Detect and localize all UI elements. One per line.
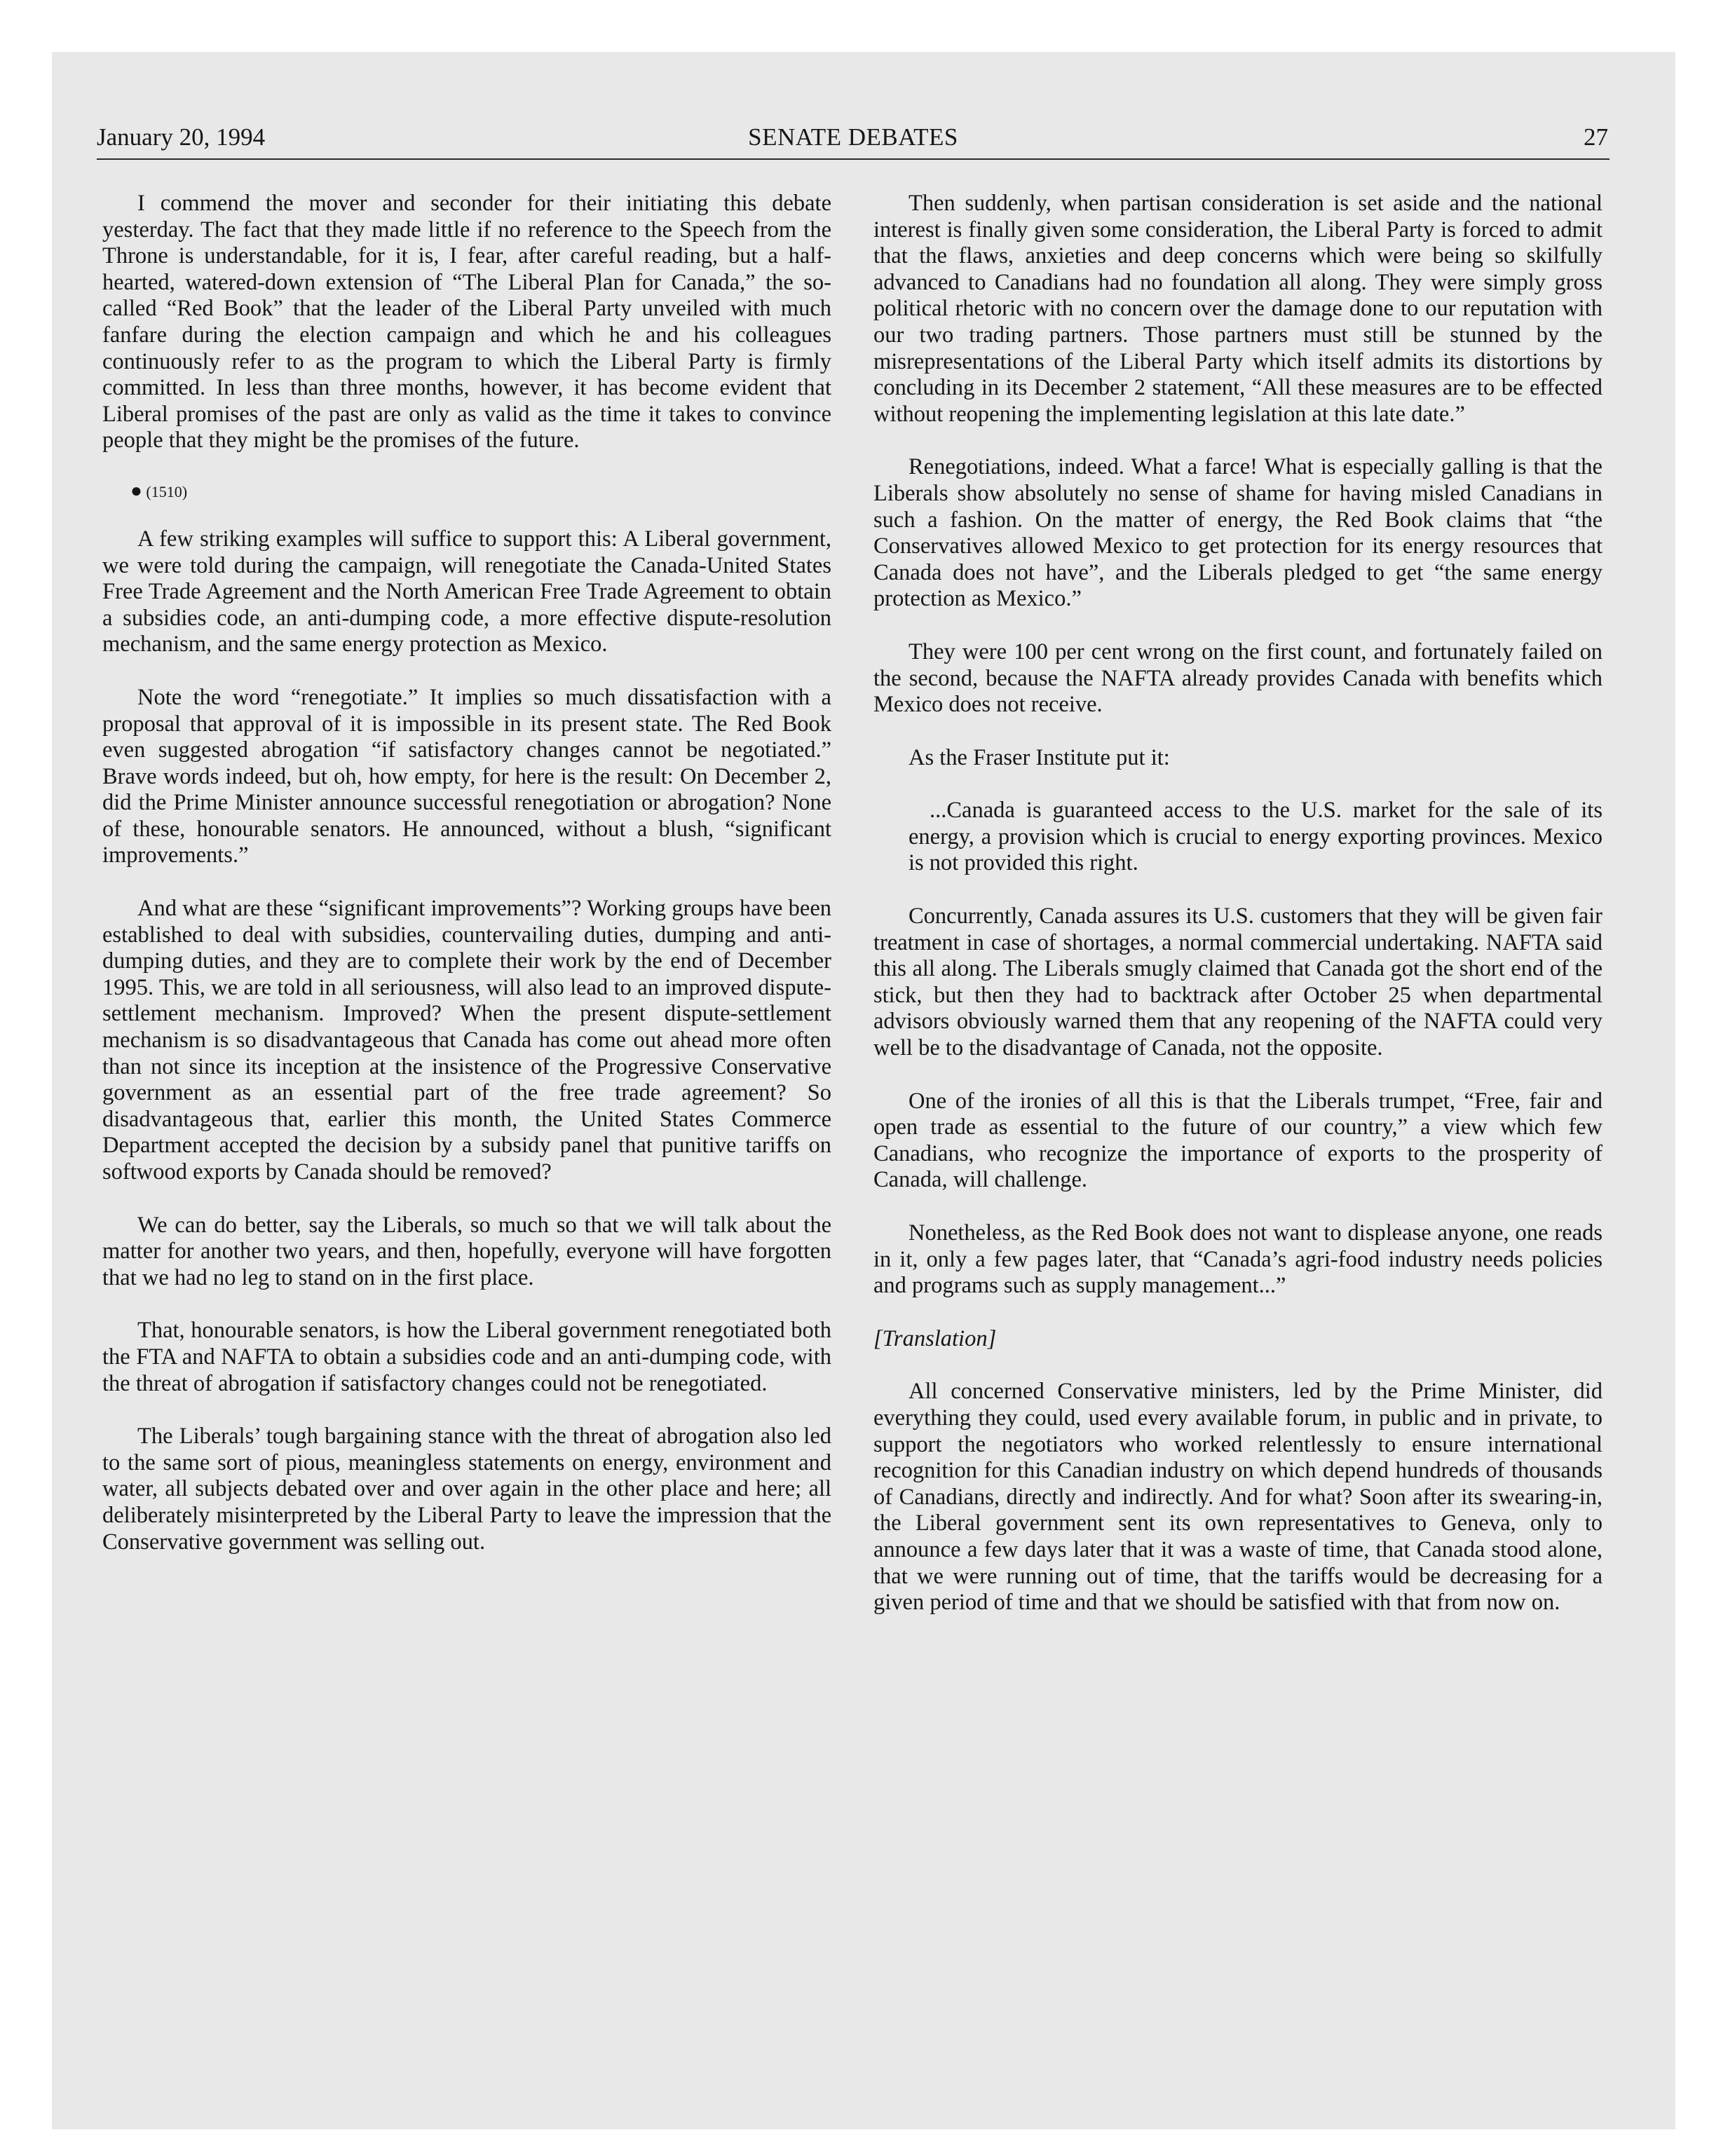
right-column <box>873 191 1603 1643</box>
page-number: 27 <box>1584 123 1608 151</box>
paragraph: I commend the mover and seconder for their initiating this debate yesterday. The fact that they made little if no reference to the Speech from the Throne is understandable, for it is, I fear, after careful reading, but a half-hearted, watered-down extension of “The Liberal Plan for Canada,” the so-called “Red Book” that the leader of the Liberal Party unveiled with much fanfare during the election campaign and which he and his colleagues continuously refer to as the program to which the Liberal Party is firmly committed. In less than three months, however, it has become evident that Liberal promises of the past are only as valid as the time it takes to convince people that they might be the promises of the future. <box>102 191 831 453</box>
translation-note: [Translation] <box>873 1325 997 1351</box>
page-header <box>97 119 1610 160</box>
paragraph: We can do better, say the Liberals, so much so that we will talk about the matter for another two years, and then, hopefully, everyone will have forgotten that we had no leg to stand on in the first place. <box>102 1212 831 1290</box>
paragraph: And what are these “significant improvements”? Working groups have been established to deal with subsidies, countervailing duties, dumping and anti-dumping duties, and they are to complete their work by the end of December 1995. This, we are told in all seriousness, will also lead to an improved dispute-settlement mechanism. Improved? When the present dispute-settlement mechanism is so disadvantageous that Canada has come out ahead more often than not since its inception at the insistence of the Progressive Conservative government as an essential part of the free trade agreement? So disadvantageous that, earlier this month, the United States Commerce Department accepted the decision by a subsidy panel that punitive tariffs on softwood exports by Canada should be removed? <box>102 896 831 1185</box>
paragraph: That, honourable senators, is how the Liberal government renegotiated both the FTA and NAFTA to obtain a subsidies code and an anti-dumping code, with the threat of abrogation if satisfactory changes could not be renegotiated. <box>102 1318 831 1396</box>
paragraph: The Liberals’ tough bargaining stance with the threat of abrogation also led to the same sort of pious, meaningless statements on energy, environment and water, all subjects debated over and over again in the other place and here; all deliberately misinterpreted by the Liberal Party to leave the impression that the Conservative government was selling out. <box>102 1424 831 1555</box>
left-column <box>102 191 831 1582</box>
paragraph: As the Fraser Institute put it: <box>909 744 1170 770</box>
paragraph: All concerned Conservative ministers, led by the Prime Minister, did everything they could, used every available forum, in public and in private, to support the negotiators who worked relentlessly to ensure international recognition for this Canadian industry on which depend hundreds of thousands of Canadians, directly and indirectly. And for what? Soon after its swearing-in, the Liberal government sent its own representatives to Geneva, only to announce a few days later that it was a waste of time, that Canada stood alone, that we were running out of time, that the tariffs would be decreasing for a given period of time and that we should be satisfied with that from now on. <box>873 1379 1603 1616</box>
bullet-icon: ● <box>130 479 142 502</box>
paragraph: Note the word “renegotiate.” It implies so much dissatisfaction with a proposal that approval of it is impossible in its present state. The Red Book even suggested abrogation “if satisfactory changes cannot be negotiated.” Brave words indeed, but oh, how empty, for here is the result: On December 2, did the Prime Minister announce successful renegotiation or abrogation? None of these, honourable senators. He announced, without a blush, “significant improvements.” <box>102 684 831 868</box>
block-quote: ...Canada is guaranteed access to the U.S. market for the sale of its energy, a provision which is crucial to energy exporting provinces. Mexico is not provided this right. <box>909 798 1603 876</box>
time-marker <box>102 481 831 503</box>
header-title: SENATE DEBATES <box>748 123 958 151</box>
paragraph: One of the ironies of all this is that the Liberals trumpet, “Free, fair and open trade as essential to the future of our country,” a view which few Canadians, who recognize the importance of exports to the prosperity of Canada, will challenge. <box>873 1088 1603 1193</box>
paragraph: Concurrently, Canada assures its U.S. customers that they will be given fair treatment in case of shortages, a normal commercial undertaking. NAFTA said this all along. The Liberals smugly claimed that Canada got the short end of the stick, but then they had to backtrack after October 25 when departmental advisors obviously warned them that any reopening of the NAFTA could very well be to the disadvantage of Canada, not the opposite. <box>873 903 1603 1061</box>
paragraph: Renegotiations, indeed. What a farce! What is especially galling is that the Liberals show absolutely no sense of shame for having misled Canadians in such a fashion. On the matter of energy, the Red Book claims that “the Conservatives allowed Mexico to get protection for its energy resources that Canada does not have”, and the Liberals pledged to get “the same energy protection as Mexico.” <box>873 454 1603 612</box>
paragraph: They were 100 per cent wrong on the first count, and fortunately failed on the second, because the NAFTA already provides Canada with benefits which Mexico does not receive. <box>873 639 1603 718</box>
paragraph: A few striking examples will suffice to support this: A Liberal government, we were told during the campaign, will renegotiate the Canada-United States Free Trade Agreement and the North American Free Trade Agreement to obtain a subsidies code, an anti-dumping code, a more effective dispute-resolution mechanism, and the same energy protection as Mexico. <box>102 526 831 657</box>
paragraph: Then suddenly, when partisan consideration is set aside and the national interest is finally given some consideration, the Liberal Party is forced to admit that the flaws, anxieties and deep concerns which were being so skilfully advanced to Canadians had no foundation all along. They were simply gross political rhetoric with no concern over the damage done to our reputation with our two trading partners. Those partners must still be stunned by the misrepresentations of the Liberal Party which itself admits its distortions by concluding in its December 2 statement, “All these measures are to be effected without reopening the implementing legislation at this late date.” <box>873 191 1603 427</box>
paragraph: Nonetheless, as the Red Book does not want to displease anyone, one reads in it, only a few pages later, that “Canada’s agri-food industry needs policies and programs such as supply management...” <box>873 1220 1603 1299</box>
time-marker-text: (1510) <box>146 482 188 500</box>
header-date: January 20, 1994 <box>97 123 266 151</box>
